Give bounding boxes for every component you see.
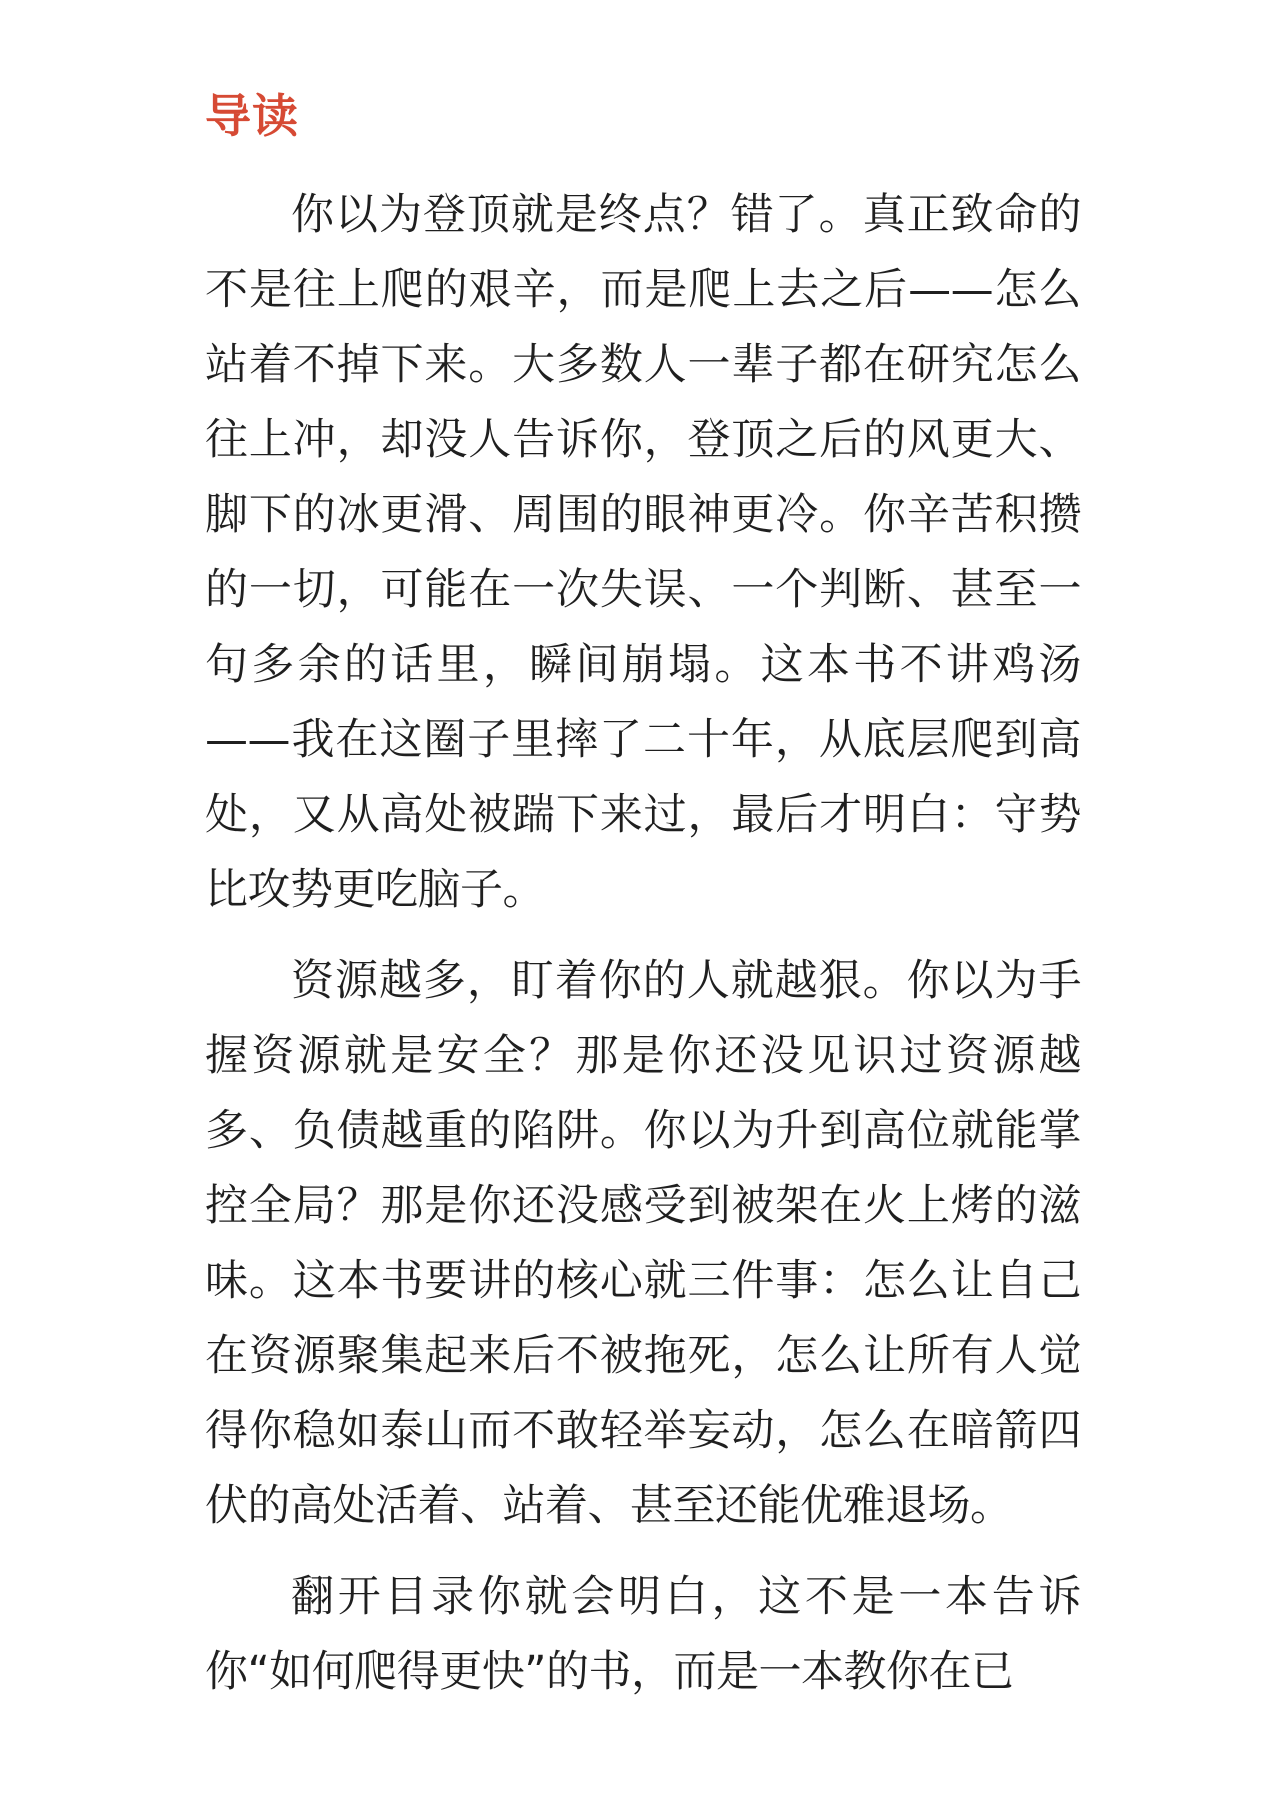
section-heading: 导读 bbox=[205, 89, 299, 143]
paragraph-3: 翻开目录你就会明白，这不是一本告诉你“如何爬得更快”的书，而是一本教你在已 bbox=[205, 1572, 1081, 1697]
paragraph-2: 资源越多，盯着你的人就越狠。你以为手握资源就是安全？那是你还没见识过资源越多、负债越重的陷阱。你以为升到高位就能掌控全局？那是你还没感受到被架在火上烤的滋味。这本书要讲的核心就三件事：怎么让自己在资源聚集起来后不被拖死，怎么让所有人觉得你稳如泰山而不敢轻举妄动，怎么在暗箭四伏的高处活着、站着、甚至还能优雅退场。 bbox=[205, 956, 1081, 1531]
article-body bbox=[205, 178, 1081, 1726]
paragraph-1: 你以为登顶就是终点？错了。真正致命的不是往上爬的艰辛，而是爬上去之后——怎么站着不掉下来。大多数人一辈子都在研究怎么往上冲，却没人告诉你，登顶之后的风更大、脚下的冰更滑、周围的眼神更冷。你辛苦积攒的一切，可能在一次失误、一个判断、甚至一句多余的话里，瞬间崩塌。这本书不讲鸡汤——我在这圈子里摔了二十年，从底层爬到高处，又从高处被踹下来过，最后才明白：守势比攻势更吃脑子。 bbox=[205, 190, 1081, 915]
